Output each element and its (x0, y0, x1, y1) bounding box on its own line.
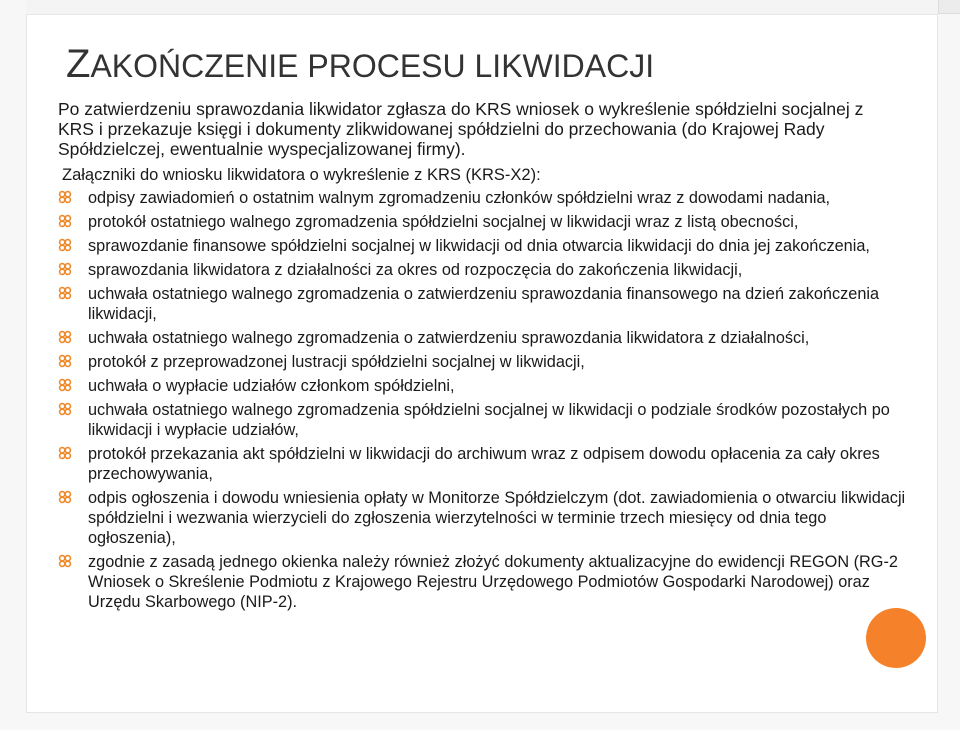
list-item-text: uchwała ostatniego walnego zgromadzenia o zatwierdzeniu sprawozdania finansowego na dzień zakończenia likwidacji, (88, 285, 880, 323)
left-border-decoration (0, 0, 27, 730)
list-item (58, 488, 908, 548)
bottom-border-decoration (26, 712, 938, 730)
top-border-decoration (26, 0, 938, 15)
list-item (58, 260, 908, 280)
fleuron-bullet-icon (58, 402, 72, 416)
fleuron-bullet-icon (58, 354, 72, 368)
attachments-list (58, 188, 908, 616)
list-item (58, 236, 908, 256)
list-item-text: uchwała ostatniego walnego zgromadzenia spółdzielni socjalnej w likwidacji o podziale środków pozostałych po likwidacji i wypłacie udziałów, (88, 401, 890, 439)
list-item-text: uchwała ostatniego walnego zgromadzenia o zatwierdzeniu sprawozdania likwidatora z działalności, (88, 329, 810, 347)
list-item (58, 400, 908, 440)
intro-paragraph: Po zatwierdzeniu sprawozdania likwidator zgłasza do KRS wniosek o wykreślenie spółdzielni socjalnej z KRS i przekazuje księgi i dokumenty zlikwidowanej spółdzielni do przechowania (do Krajowej Rady Spółdzielczej, ewentualnie wyspecjalizowanej firmy). (58, 99, 864, 159)
fleuron-bullet-icon (58, 554, 72, 568)
list-item-text: odpis ogłoszenia i dowodu wniesienia opłaty w Monitorze Spółdzielczym (dot. zawiadomienia o otwarciu likwidacji spółdzielni i wezwania wierzycieli do zgłoszenia wierzytelności w terminie trzech miesięcy od dnia tego ogłoszenia), (88, 489, 906, 547)
list-item (58, 284, 908, 324)
list-item (58, 376, 908, 396)
fleuron-bullet-icon (58, 330, 72, 344)
attachments-heading: Załączniki do wniosku likwidatora o wykreślenie z KRS (KRS-X2): (62, 166, 541, 184)
fleuron-bullet-icon (58, 214, 72, 228)
right-border-decoration (937, 0, 960, 730)
fleuron-bullet-icon (58, 286, 72, 300)
list-item-text: odpisy zawiadomień o ostatnim walnym zgromadzeniu członków spółdzielni wraz z dowodami nadania, (88, 189, 831, 207)
fleuron-bullet-icon (58, 490, 72, 504)
fleuron-bullet-icon (58, 190, 72, 204)
fleuron-bullet-icon (58, 262, 72, 276)
list-item-text: uchwała o wypłacie udziałów członkom spółdzielni, (88, 377, 455, 395)
fleuron-bullet-icon (58, 238, 72, 252)
list-item (58, 188, 908, 208)
slide-title-rest: AKOŃCZENIE PROCESU LIKWIDACJI (90, 48, 655, 84)
fleuron-bullet-icon (58, 378, 72, 392)
list-item-text: sprawozdanie finansowe spółdzielni socjalnej w likwidacji od dnia otwarcia likwidacji do dnia jej zakończenia, (88, 237, 870, 255)
list-item-text: protokół przekazania akt spółdzielni w likwidacji do archiwum wraz z odpisem dowodu opłacenia za cały okres przechowywania, (88, 445, 880, 483)
corner-decoration (938, 0, 960, 14)
list-item (58, 352, 908, 372)
list-item (58, 552, 908, 612)
list-item-text: zgodnie z zasadą jednego okienka należy również złożyć dokumenty aktualizacyjne do ewidencji REGON (RG-2 Wniosek o Skreślenie Podmiotu z Krajowego Rejestru Urzędowego Podmiotów Gospodarki Narodowej) oraz Urzędu Skarbowego (NIP-2). (88, 553, 898, 611)
list-item-text: sprawozdania likwidatora z działalności za okres od rozpoczęcia do zakończenia likwidacji, (88, 261, 743, 279)
list-item (58, 328, 908, 348)
slide-title-initial: Z (66, 42, 91, 86)
list-item (58, 212, 908, 232)
list-item-text: protokół ostatniego walnego zgromadzenia spółdzielni socjalnej w likwidacji wraz z listą obecności, (88, 213, 799, 231)
slide-title (66, 44, 654, 84)
fleuron-bullet-icon (58, 446, 72, 460)
list-item (58, 444, 908, 484)
list-item-text: protokół z przeprowadzonej lustracji spółdzielni socjalnej w likwidacji, (88, 353, 585, 371)
accent-circle (866, 608, 926, 668)
